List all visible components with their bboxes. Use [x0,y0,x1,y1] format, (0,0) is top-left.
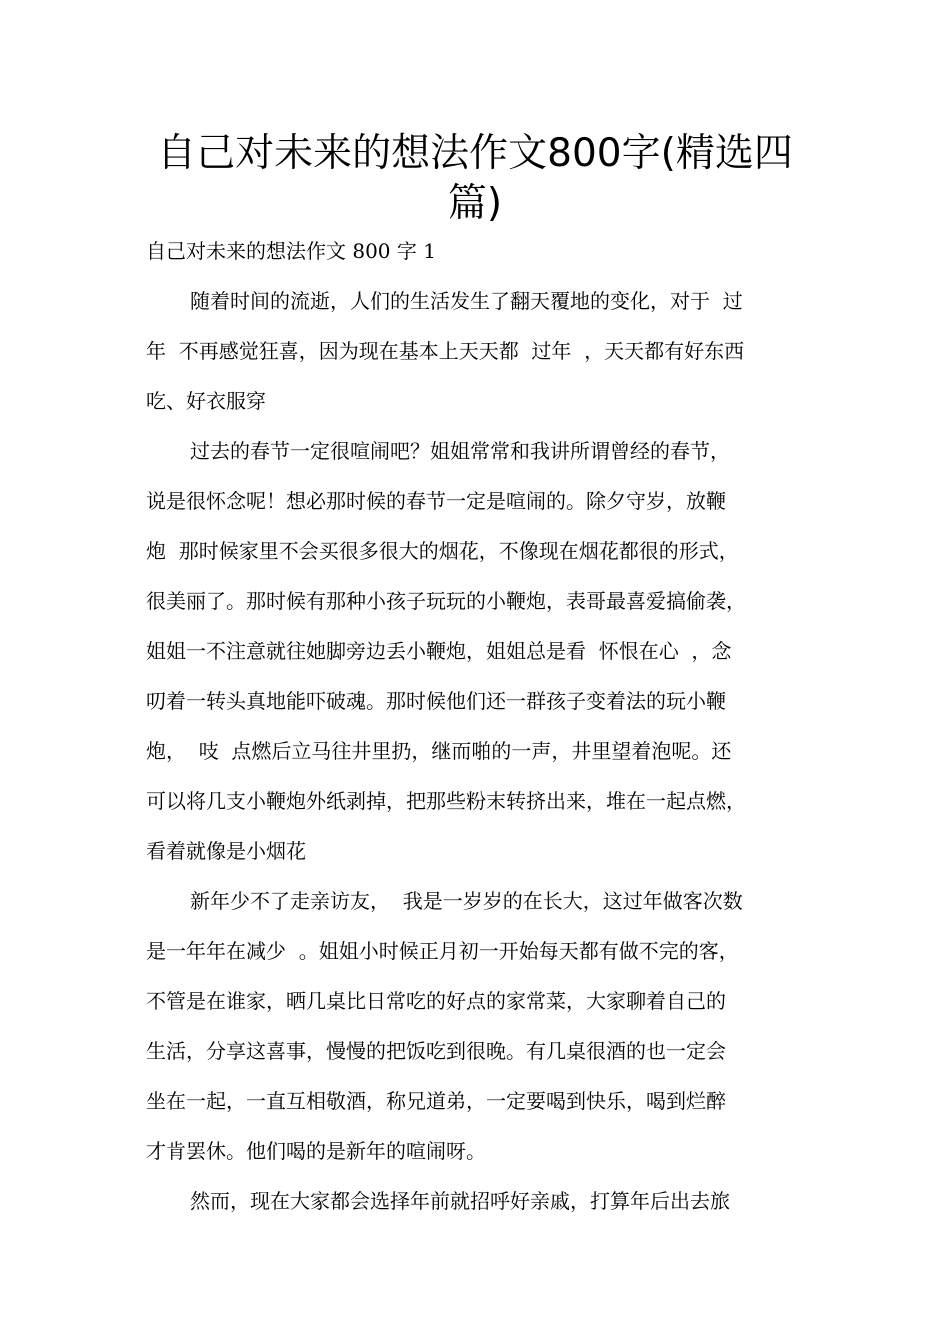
text-line: 新年少不了走亲访友， 我是一岁岁的在长大，这过年做客次数 [190,889,743,913]
text-line: 生活，分享这喜事，慢慢的把饭吃到很晚。有几桌很酒的也一定会 [146,1039,726,1063]
text-line: 叨着一转头真地能吓破魂。那时候他们还一群孩子变着法的玩小鞭 [146,689,726,713]
text-line: 过去的春节一定很喧闹吧？姐姐常常和我讲所谓曾经的春节， [190,439,730,463]
text-line: 年 不再感觉狂喜，因为现在基本上天天都 过年 ，天天都有好东西 [146,339,745,363]
text-line: 可以将几支小鞭炮外纸剥掉，把那些粉末转挤出来，堆在一起点燃， [146,789,746,813]
text-line: 是一年年在减少 。姐姐小时候正月初一开始每天都有做不完的客， [146,939,739,963]
text-line: 才肯罢休。他们喝的是新年的喧闹呀。 [146,1139,486,1163]
text-line: 吃、好衣服穿 [146,389,266,413]
text-line: 姐姐一不注意就往她脚旁边丢小鞭炮，姐姐总是看 怀恨在心 ，念 [146,639,732,663]
document-title-line-1: 自己对未来的想法作文800字(精选四 [157,131,793,176]
document-title-line-2: 篇) [447,181,503,226]
text-line: 然而，现在大家都会选择年前就招呼好亲戚，打算年后出去旅 [190,1189,730,1213]
text-line: 炮， 吱 点燃后立马往井里扔，继而啪的一声，井里望着泡呢。还 [146,739,732,763]
text-line: 炮 那时候家里不会买很多很大的烟花，不像现在烟花都很的形式， [146,539,739,563]
text-line: 不管是在谁家，晒几桌比日常吃的好点的家常菜，大家聊着自己的 [146,989,726,1013]
text-line: 坐在一起，一直互相敬酒，称兄道弟，一定要喝到快乐，喝到烂醉 [146,1089,726,1113]
text-line: 随着时间的流逝，人们的生活发生了翻天覆地的变化，对于 过 [190,289,743,313]
text-line: 看着就像是小烟花 [146,839,306,863]
essay-heading: 自己对未来的想法作文 800 字 1 [146,239,436,263]
text-line: 很美丽了。那时候有那种小孩子玩玩的小鞭炮，表哥最喜爱搞偷袭， [146,589,746,613]
text-line: 说是很怀念呢！想必那时候的春节一定是喧闹的。除夕守岁，放鞭 [146,489,726,513]
